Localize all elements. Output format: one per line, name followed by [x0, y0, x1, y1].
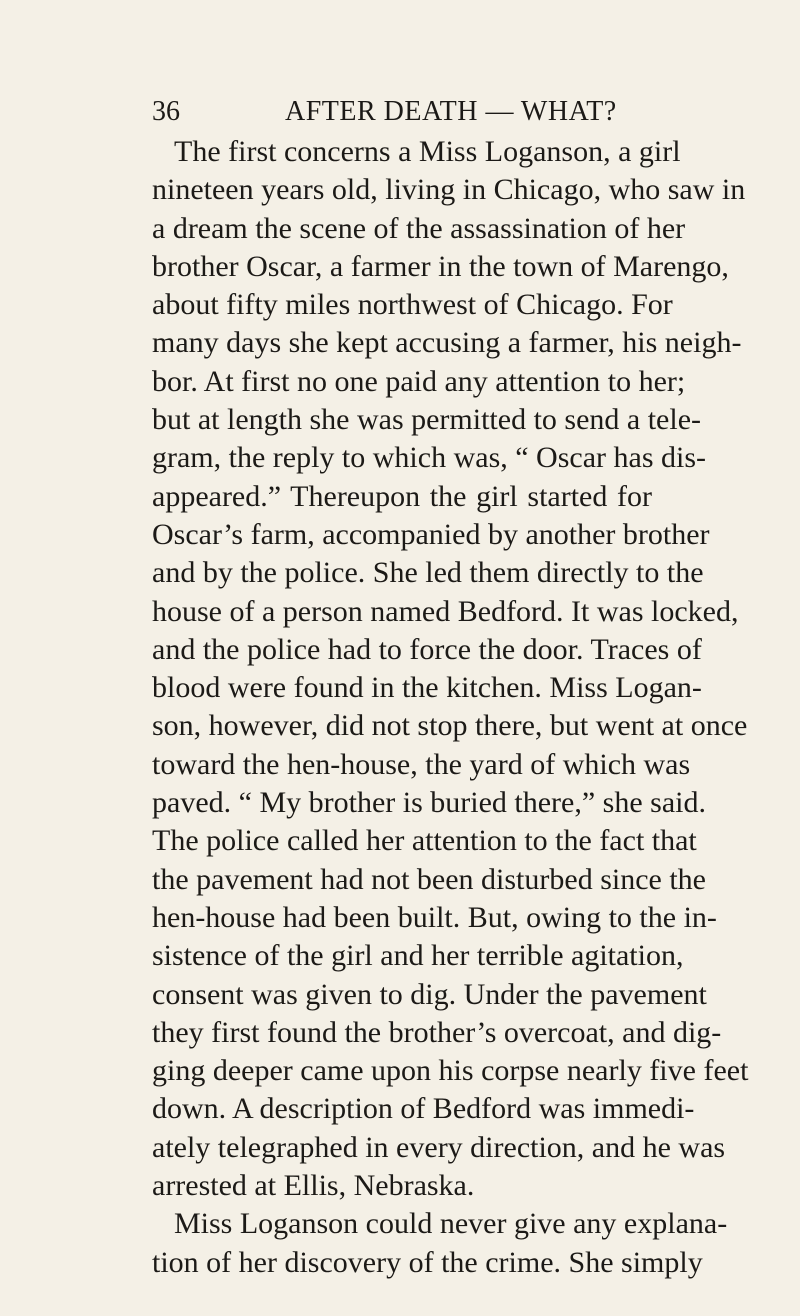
- text-line: blood were found in the kitchen. Miss Logan-: [152, 671, 702, 705]
- page-number: 36: [152, 96, 180, 127]
- text-line: son, however, did not stop there, but went at once: [152, 709, 748, 743]
- text-line: toward the hen-house, the yard of which was: [152, 747, 691, 781]
- text-line: appeared.” Thereupon the girl started for: [152, 479, 652, 513]
- text-line: paved. “ My brother is buried there,” she said.: [152, 786, 706, 820]
- text-line: ately telegraphed in every direction, and he was: [152, 1130, 726, 1164]
- text-line: tion of her discovery of the crime. She simply: [152, 1245, 703, 1279]
- text-line: Oscar’s farm, accompanied by another brother: [152, 517, 710, 551]
- text-line: nineteen years old, living in Chicago, who saw in: [152, 173, 746, 207]
- text-line: hen-house had been built. But, owing to the in-: [152, 900, 717, 934]
- text-line: they first found the brother’s overcoat, and dig-: [152, 1015, 722, 1049]
- text-line: many days she kept accusing a farmer, his neigh-: [152, 326, 742, 360]
- running-head: [152, 92, 652, 132]
- text-line: but at length she was permitted to send a tele-: [152, 403, 702, 437]
- text-line: ging deeper came upon his corpse nearly five feet: [152, 1054, 749, 1088]
- body-text: [152, 133, 749, 1282]
- text-line: sistence of the girl and her terrible agitation,: [152, 939, 684, 973]
- text-line: a dream the scene of the assassination of her: [152, 211, 686, 245]
- text-line: house of a person named Bedford. It was locked,: [152, 594, 739, 628]
- text-line: and the police had to force the door. Traces of: [152, 632, 702, 666]
- text-line: The police called her attention to the fact that: [152, 824, 697, 858]
- text-line: brother Oscar, a farmer in the town of Marengo,: [152, 249, 729, 283]
- text-line: and by the police. She led them directly to the: [152, 556, 704, 590]
- text-line: gram, the reply to which was, “ Oscar has dis-: [152, 441, 707, 475]
- text-line: arrested at Ellis, Nebraska.: [152, 1169, 475, 1203]
- text-line: Miss Loganson could never give any explana-: [174, 1207, 728, 1241]
- text-line: consent was given to dig. Under the pavement: [152, 977, 707, 1011]
- text-line: The first concerns a Miss Loganson, a girl: [174, 135, 681, 168]
- text-line: the pavement had not been disturbed since the: [152, 862, 706, 896]
- text-line: bor. At first no one paid any attention to her;: [152, 364, 686, 398]
- text-line: about fifty miles northwest of Chicago. For: [152, 288, 673, 322]
- running-title: AFTER DEATH — WHAT?: [285, 96, 617, 127]
- text-line: down. A description of Bedford was immedi-: [152, 1092, 695, 1126]
